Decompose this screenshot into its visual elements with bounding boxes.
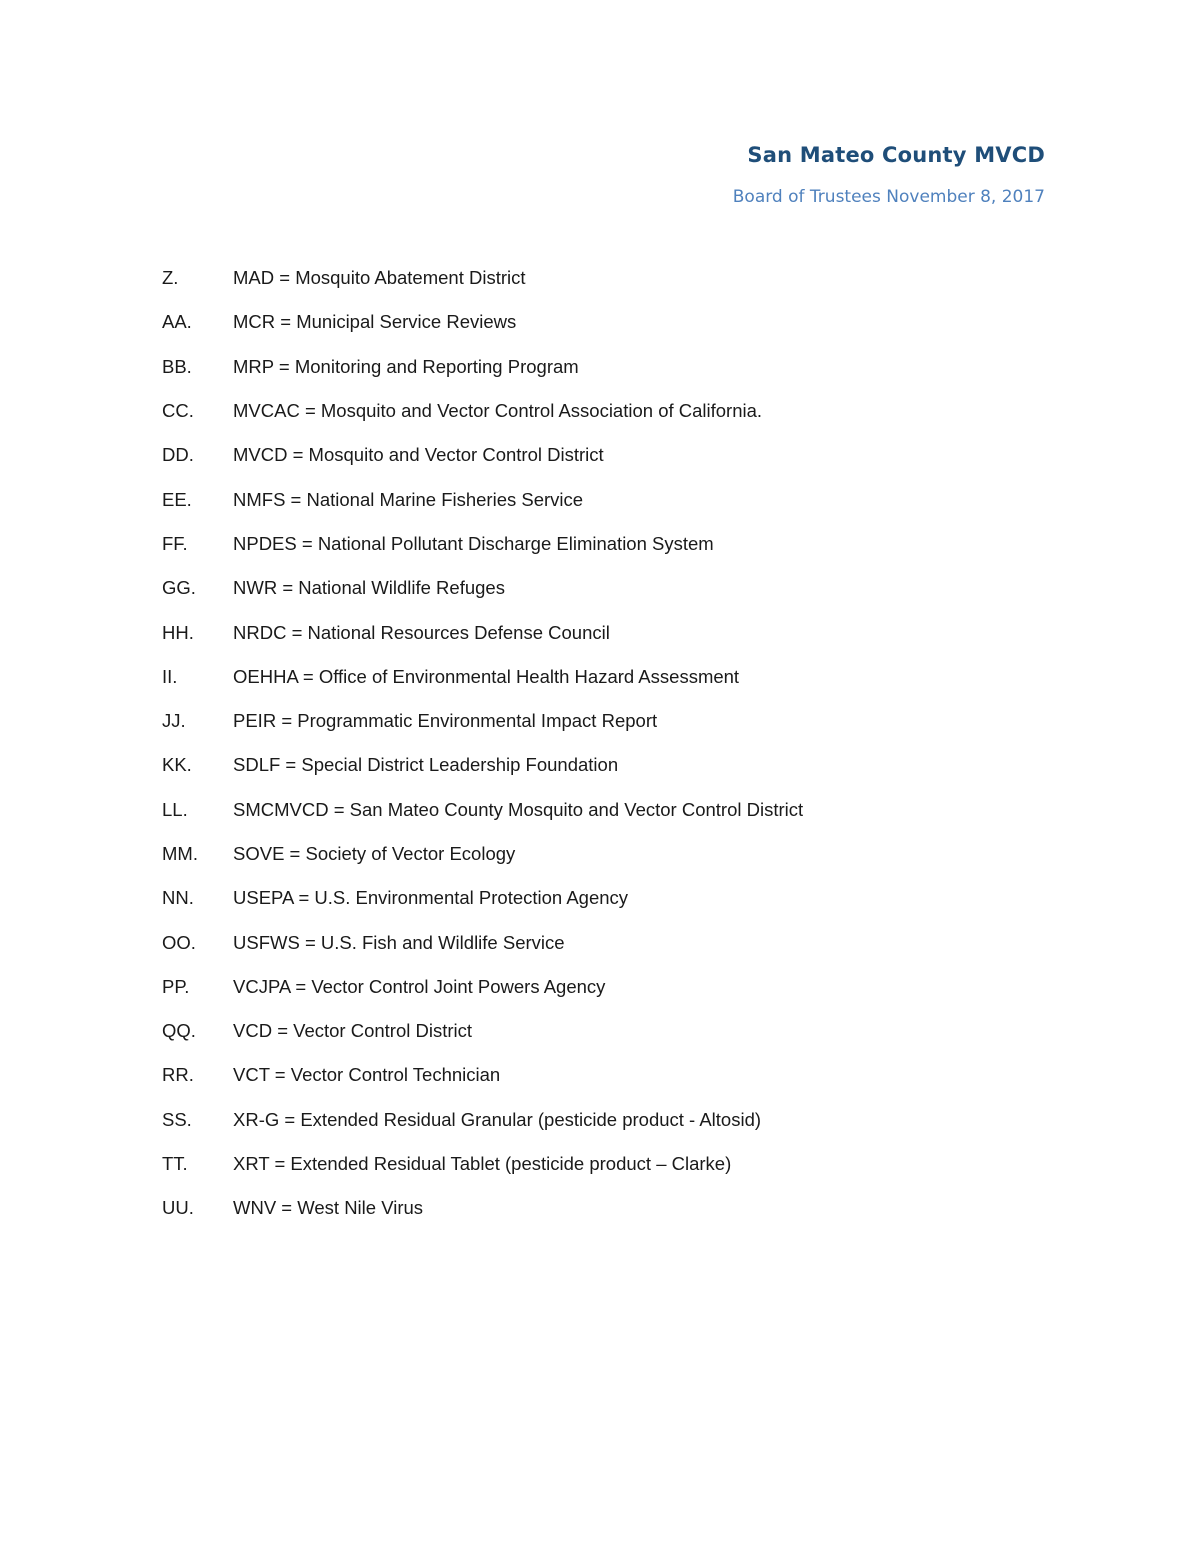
item-text: VCD = Vector Control District bbox=[233, 1020, 473, 1042]
list-item bbox=[162, 832, 803, 876]
item-letter: FF. bbox=[162, 532, 188, 554]
item-text: VCT = Vector Control Technician bbox=[233, 1064, 501, 1086]
list-item bbox=[162, 433, 803, 477]
item-letter: NN. bbox=[162, 887, 194, 909]
list-item bbox=[162, 1053, 803, 1097]
item-text: NRDC = National Resources Defense Council bbox=[233, 621, 610, 643]
list-item bbox=[162, 965, 803, 1009]
item-letter: CC. bbox=[162, 400, 194, 422]
item-letter: UU. bbox=[162, 1197, 194, 1219]
item-text: WNV = West Nile Virus bbox=[233, 1197, 424, 1219]
item-text: NPDES = National Pollutant Discharge Elimination System bbox=[233, 532, 714, 554]
item-text: XRT = Extended Residual Tablet (pesticide product – Clarke) bbox=[233, 1153, 732, 1175]
list-item bbox=[162, 743, 803, 787]
page-header bbox=[733, 138, 1045, 210]
item-letter: DD. bbox=[162, 444, 194, 466]
list-item bbox=[162, 655, 803, 699]
list-item bbox=[162, 345, 803, 389]
item-text: OEHHA = Office of Environmental Health Hazard Assessment bbox=[233, 665, 740, 687]
item-letter: RR. bbox=[162, 1064, 194, 1086]
item-letter: Z. bbox=[162, 267, 179, 289]
item-text: NMFS = National Marine Fisheries Service bbox=[233, 488, 584, 510]
list-item bbox=[162, 522, 803, 566]
item-text: XR-G = Extended Residual Granular (pesticide product - Altosid) bbox=[233, 1108, 762, 1130]
item-letter: OO. bbox=[162, 931, 196, 953]
item-letter: GG. bbox=[162, 577, 196, 599]
list-item bbox=[162, 1142, 803, 1186]
list-item bbox=[162, 389, 803, 433]
item-text: VCJPA = Vector Control Joint Powers Agency bbox=[233, 975, 606, 997]
item-letter: HH. bbox=[162, 621, 194, 643]
item-text: MVCAC = Mosquito and Vector Control Association of California. bbox=[233, 400, 763, 422]
list-item bbox=[162, 876, 803, 920]
list-item bbox=[162, 1186, 803, 1230]
item-text: PEIR = Programmatic Environmental Impact Report bbox=[233, 710, 658, 732]
item-text: MAD = Mosquito Abatement District bbox=[233, 267, 526, 289]
item-text: NWR = National Wildlife Refuges bbox=[233, 577, 505, 599]
item-letter: PP. bbox=[162, 975, 190, 997]
list-item bbox=[162, 1098, 803, 1142]
list-item bbox=[162, 920, 803, 964]
item-text: USEPA = U.S. Environmental Protection Agency bbox=[233, 887, 629, 909]
acronym-list bbox=[162, 256, 803, 1231]
item-text: USFWS = U.S. Fish and Wildlife Service bbox=[233, 931, 565, 953]
list-item bbox=[162, 699, 803, 743]
item-text: SMCMVCD = San Mateo County Mosquito and Vector Control District bbox=[233, 798, 804, 820]
item-letter: SS. bbox=[162, 1108, 192, 1130]
item-letter: LL. bbox=[162, 798, 188, 820]
item-letter: EE. bbox=[162, 488, 192, 510]
item-letter: TT. bbox=[162, 1153, 188, 1175]
list-item bbox=[162, 477, 803, 521]
item-letter: KK. bbox=[162, 754, 192, 776]
list-item bbox=[162, 1009, 803, 1053]
list-item bbox=[162, 610, 803, 654]
list-item bbox=[162, 256, 803, 300]
list-item bbox=[162, 300, 803, 344]
item-text: MVCD = Mosquito and Vector Control District bbox=[233, 444, 604, 466]
item-letter: JJ. bbox=[162, 710, 186, 732]
item-text: SOVE = Society of Vector Ecology bbox=[233, 843, 516, 864]
list-item bbox=[162, 566, 803, 610]
item-letter: BB. bbox=[162, 355, 192, 377]
list-item bbox=[162, 788, 803, 832]
item-letter: II. bbox=[162, 665, 178, 687]
item-letter: MM. bbox=[162, 843, 198, 864]
item-letter: AA. bbox=[162, 311, 192, 333]
organization-name: San Mateo County MVCD bbox=[747, 143, 1045, 167]
item-text: SDLF = Special District Leadership Foundation bbox=[233, 754, 619, 776]
item-letter: QQ. bbox=[162, 1020, 196, 1042]
item-text: MCR = Municipal Service Reviews bbox=[233, 311, 517, 333]
item-text: MRP = Monitoring and Reporting Program bbox=[233, 355, 579, 377]
meeting-date: Board of Trustees November 8, 2017 bbox=[732, 187, 1045, 207]
